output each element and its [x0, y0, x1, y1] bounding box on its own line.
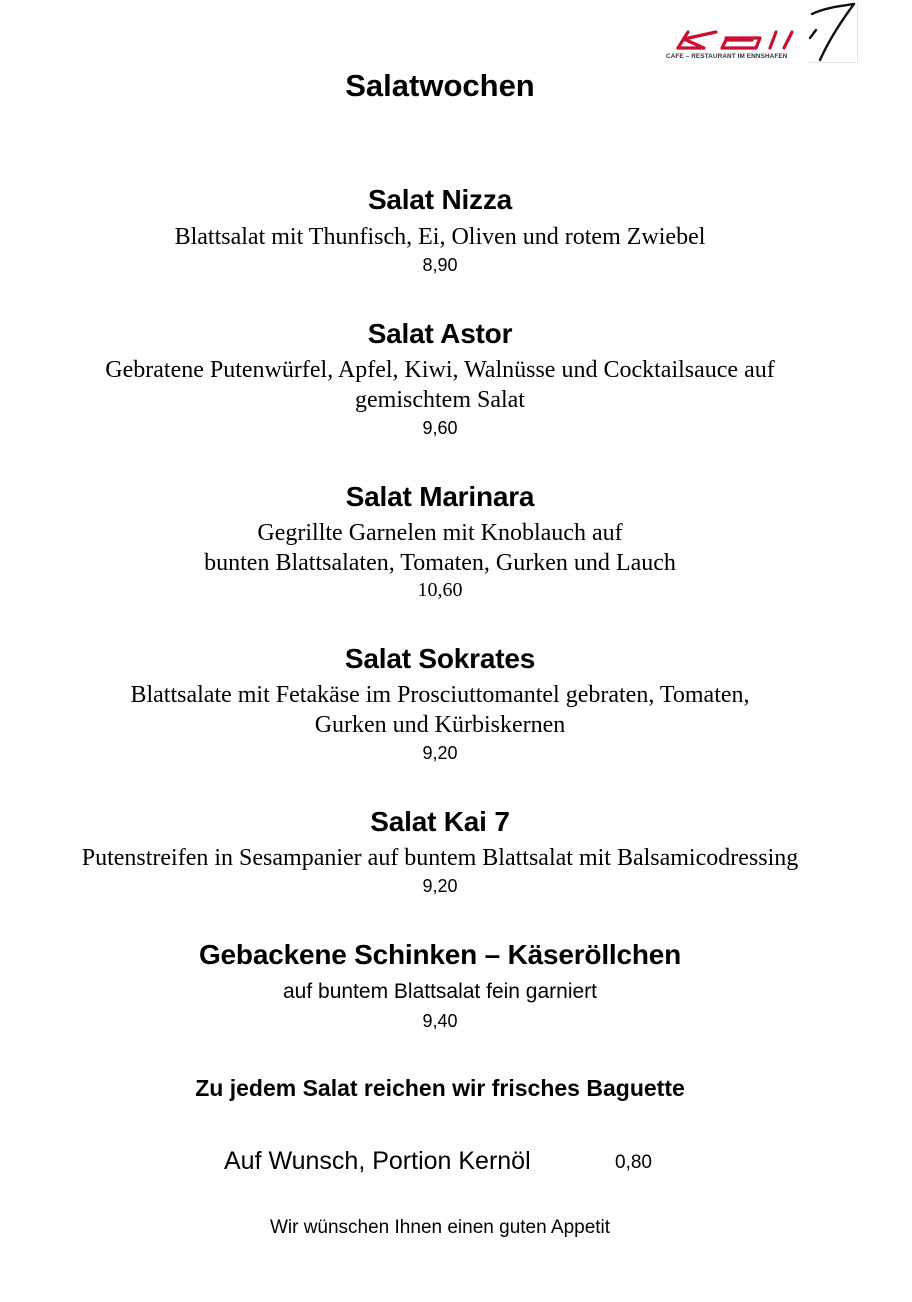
dish-price: 8,90 [422, 255, 458, 275]
dish-price: 9,20 [422, 743, 458, 763]
dish-name: Salat Sokrates [344, 643, 536, 674]
dish-price: 9,60 [422, 418, 458, 438]
baguette-note: Zu jedem Salat reichen wir frisches Baguette [195, 1075, 685, 1101]
restaurant-logo [664, 2, 858, 64]
dish-name: Salat Kai 7 [370, 806, 510, 837]
dish-description: Blattsalat mit Thunfisch, Ei, Oliven und rotem Zwiebel [174, 224, 706, 250]
dish-description: Gegrillte Garnelen mit Knoblauch auf [257, 520, 623, 546]
dish-name: Salat Astor [367, 318, 513, 349]
extra-label: Auf Wunsch, Portion Kernöl [224, 1147, 531, 1175]
page-title: Salatwochen [345, 68, 535, 103]
dish-description: Putenstreifen in Sesampanier auf buntem Blattsalat mit Balsamicodressing [81, 845, 799, 871]
dish-name: Gebackene Schinken – Käseröllchen [198, 939, 682, 970]
dish-description: bunten Blattsalaten, Tomaten, Gurken und Lauch [204, 550, 676, 576]
dish-price: 9,40 [422, 1011, 458, 1031]
closing-message: Wir wünschen Ihnen einen guten Appetit [269, 1217, 611, 1238]
dish-description: Gebratene Putenwürfel, Apfel, Kiwi, Walnüsse und Cocktailsauce auf [105, 357, 775, 383]
extra-price: 0,80 [615, 1152, 652, 1173]
logo-tagline: CAFE – RESTAURANT IM ENNSHAFEN [666, 53, 788, 60]
dish-description: Blattsalate mit Fetakäse im Prosciuttomantel gebraten, Tomaten, [130, 682, 750, 708]
dish-description: Gurken und Kürbiskernen [314, 712, 566, 738]
dish-description: gemischtem Salat [355, 387, 525, 413]
dish-price: 9,20 [422, 876, 458, 896]
dish-name: Salat Marinara [345, 481, 535, 512]
dish-price: 10,60 [417, 579, 463, 601]
dish-description: auf buntem Blattsalat fein garniert [282, 980, 597, 1003]
dish-name: Salat Nizza [367, 184, 513, 215]
